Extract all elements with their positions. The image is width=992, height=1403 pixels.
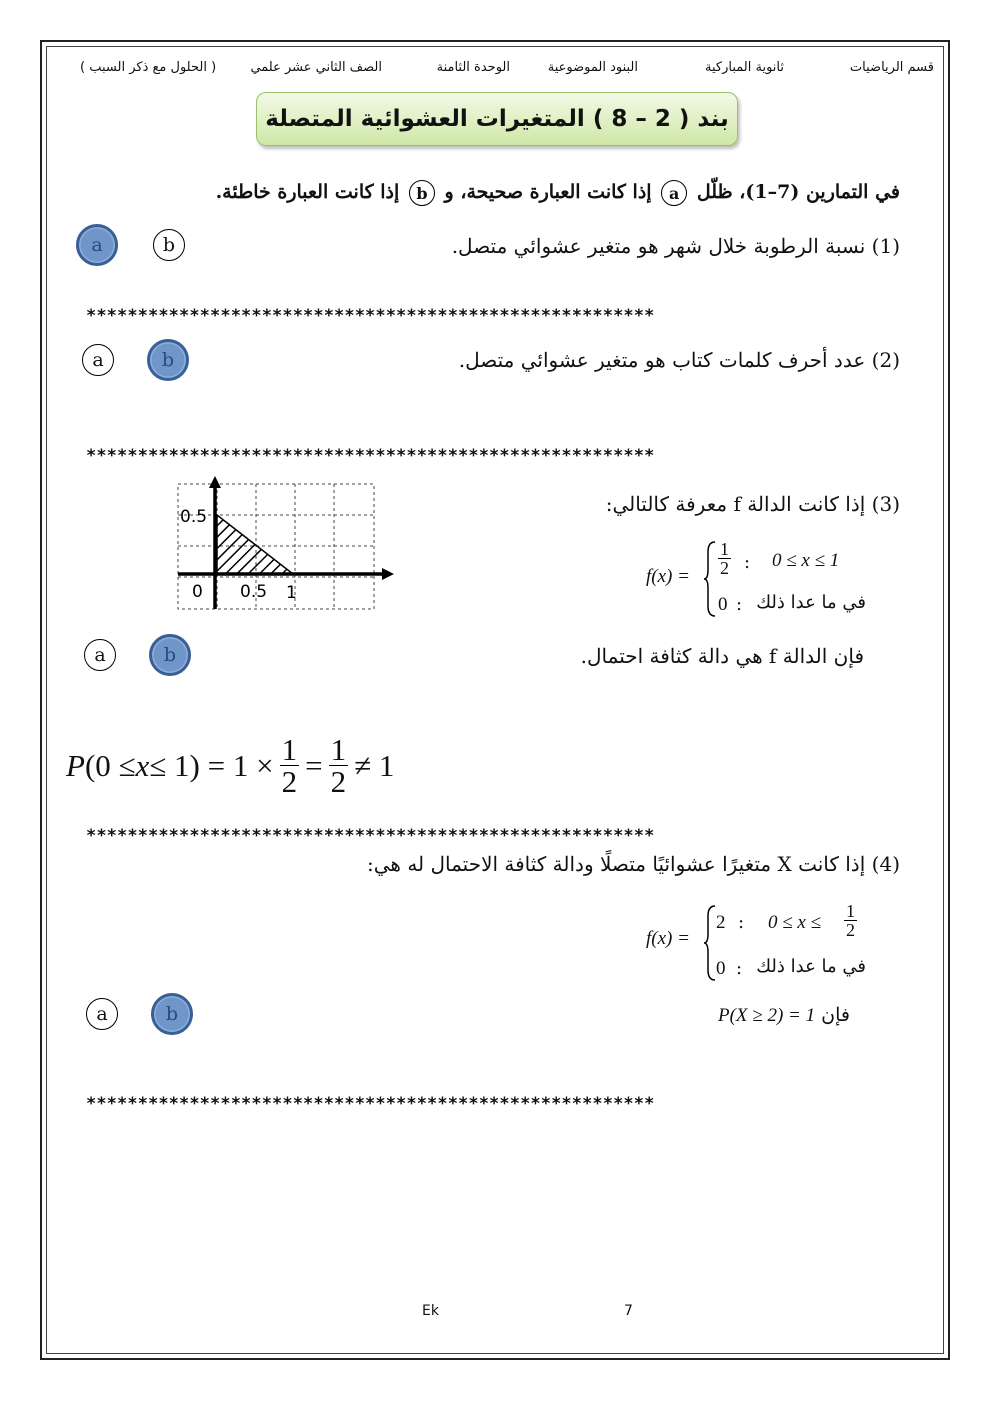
question-2: (2) عدد أحرف كلمات كتاب هو متغير عشوائي متصل.: [458, 348, 900, 372]
q2-option-a[interactable]: a: [82, 344, 114, 376]
q3-solution: P (0 ≤ x ≤ 1) = 1 × $\frac{1}{2}$ = $\frac{1}{2}$ ≠ 1: [66, 732, 395, 799]
fx-label: f(x) =: [646, 566, 690, 587]
q4-option-b[interactable]: b: [151, 993, 193, 1035]
separator-stars: *******************************************************: [86, 826, 655, 846]
q3-case2-value: 0: [718, 594, 728, 615]
graph-x-label-1: 1: [286, 583, 297, 603]
graph-x-label-half: 0.5: [240, 582, 268, 602]
separator-stars: *******************************************************: [86, 446, 655, 466]
q3-case2-cond: في ما عدا ذلك: [756, 592, 866, 613]
q3-case1-cond: 0 ≤ x ≤ 1: [772, 550, 840, 571]
q3-option-b[interactable]: b: [149, 634, 191, 676]
header-section-type: البنود الموضوعية: [547, 60, 638, 75]
q4-conclusion: P(X ≥ 2) = 1 فإن: [718, 1004, 850, 1026]
instructions: في التمارين (7–1)، ظلّل a إذا كانت العبارة صحيحة، و b إذا كانت العبارة خاطئة.: [216, 180, 900, 206]
section-title: بند ( 2 – 8 ) المتغيرات العشوائية المتصلة: [256, 92, 738, 146]
header-school: ثانوية المباركية: [705, 60, 784, 75]
separator-stars: *******************************************************: [86, 306, 655, 326]
q4-case1-value: 2: [716, 912, 726, 933]
question-1: (1) نسبة الرطوبة خلال شهر هو متغير عشوائي متصل.: [451, 234, 900, 258]
graph-y-label: 0.5: [180, 507, 208, 527]
footer-author: Ek: [422, 1303, 439, 1319]
header-grade: الصف الثاني عشر علمي: [250, 60, 382, 75]
separator-stars: *******************************************************: [86, 1094, 655, 1114]
q1-option-b[interactable]: b: [153, 229, 185, 261]
page-number: 7: [624, 1303, 633, 1319]
q4-option-a[interactable]: a: [86, 998, 118, 1030]
header-note: ( الحلول مع ذكر السبب ): [80, 60, 217, 75]
question-3: (3) إذا كانت الدالة f معرفة كالتالي:: [605, 492, 900, 516]
header-department: قسم الرياضيات: [849, 60, 934, 75]
q1-option-a[interactable]: a: [76, 224, 118, 266]
q3-conclusion: فإن الدالة f هي دالة كثافة احتمال.: [580, 644, 864, 668]
q3-option-a[interactable]: a: [84, 639, 116, 671]
question-4: (4) إذا كانت X متغيرًا عشوائيًا متصلًا ودالة كثافة الاحتمال له هي:: [367, 852, 900, 876]
q2-option-b[interactable]: b: [147, 339, 189, 381]
q3-piecewise: f(x) = $\frac{1}{2}$ : 0 ≤ x ≤ 1 0 : في ما عدا ذلك: [646, 539, 866, 615]
header-unit: الوحدة الثامنة: [436, 60, 510, 75]
density-graph: [170, 470, 400, 615]
graph-x-label-0: 0: [192, 582, 203, 602]
q4-piecewise: f(x) = 2 : 0 ≤ x ≤ $\frac{1}{2}$ 0 : في ما عدا ذلك: [646, 901, 866, 979]
